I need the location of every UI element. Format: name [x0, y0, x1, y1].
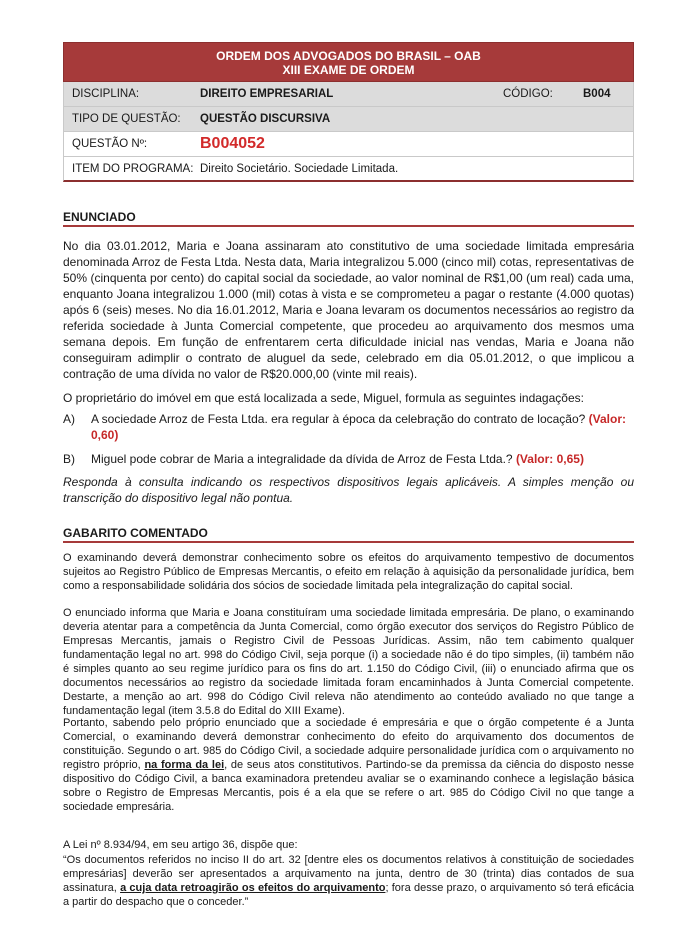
row-questao: [63, 132, 634, 157]
question-b-label: B): [63, 452, 75, 466]
tipo-value: QUESTÃO DISCURSIVA: [200, 113, 331, 125]
row-disciplina: [63, 82, 634, 107]
item-programa-value: Direito Societário. Sociedade Limitada.: [200, 162, 399, 175]
question-b: [63, 451, 634, 467]
header-subtitle: XIII EXAME DE ORDEM: [282, 63, 415, 77]
gabarito-p3-end: , de seus atos constitutivos. Partindo-se da premissa da ciência do disposto nesse dispositivo do Código Civil, a banca examinadora pretendeu avaliar se o examinando conhece a legislação básica sobre o Registro de Empresas Mercantis, pois é a ela que se refere o art. 985 do Código Civil no que tange a sociedade empresária.: [63, 759, 634, 813]
codigo-value: B004: [583, 88, 611, 100]
gabarito-p3-emphasis: na forma da lei: [144, 759, 225, 771]
header-title: ORDEM DOS ADVOGADOS DO BRASIL – OAB: [216, 49, 481, 63]
question-b-value: (Valor: 0,65): [515, 452, 584, 466]
gabarito-quote-emphasis: a cuja data retroagirão os efeitos do arquivamento: [120, 882, 386, 894]
questao-value: B004052: [200, 135, 265, 152]
gabarito-paragraph-1: O examinando deverá demonstrar conhecimento sobre os efeitos do arquivamento tempestivo de documentos sujeitos ao Registro Público de Empresas Mercantis, o efeito em relação à aquisição da personalidade jurídica, bem como a responsabilidade solidária dos sócios de sociedade limitada pela integralização do capital social.: [63, 552, 634, 592]
question-b-text: Miguel pode cobrar de Maria a integralidade da dívida de Arroz de Festa Ltda.?: [91, 452, 513, 466]
item-programa-label: ITEM DO PROGRAMA:: [72, 162, 194, 175]
gabarito-paragraph-2: O enunciado informa que Maria e Joana constituíram uma sociedade limitada empresária. De plano, o examinando deveria atentar para a competência da Junta Comercial, como órgão executor dos serviços do Registro Público de Empresas Mercantis, jamais o Registro Civil de Pessoas Jurídicas. Assim, não tem cabimento qualquer fundamentação legal no art. 998 do Código Civil, seja porque (i) a sociedade não é do tipo simples, (ii) também não é simples quanto ao seu regime jurídico para os fins do art. 1.150 do Código Civil, (iii) o enunciado afirma que os documentos necessários ao registro da sociedade limitada foram encaminhados à Junta Comercial competente. Destarte, a menção ao art. 998 do Código Civil releva não atendimento ao conteúdo avaliado no que tange a fundamentação legal (item 3.5.8 do Edital do XIII Exame).: [63, 607, 634, 717]
gabarito-title: GABARITO COMENTADO: [63, 526, 634, 543]
enunciado-paragraph-2: O proprietário do imóvel em que está localizada a sede, Miguel, formula as seguintes indagações:: [63, 391, 584, 405]
questao-label: QUESTÃO Nº:: [72, 138, 148, 150]
codigo-label: CÓDIGO:: [503, 88, 553, 100]
gabarito-paragraph-3: [63, 716, 634, 814]
tipo-label: TIPO DE QUESTÃO:: [72, 113, 181, 125]
row-tipo: [63, 107, 634, 132]
row-item-programa: [63, 157, 634, 182]
question-a-value: (Valor: 0,60): [91, 412, 627, 442]
question-a-label: A): [63, 412, 75, 426]
gabarito-paragraph-4: A Lei nº 8.934/94, em seu artigo 36, dispõe que:: [63, 839, 298, 851]
gabarito-quote-end: ; fora desse prazo, o arquivamento só terá eficácia a partir do despacho que o conceder.”: [63, 882, 634, 908]
answer-note: Responda à consulta indicando os respectivos dispositivos legais aplicáveis. A simples menção ou transcrição do dispositivo legal não pontua.: [63, 475, 634, 505]
gabarito-quote-start: “Os documentos referidos no inciso II do art. 32 [dentre eles os documentos relativos à constituição de sociedades empresárias] deverão ser apresentados a arquivamento na junta, dentro de 30 (trinta) dias contados de sua assinatura,: [63, 854, 634, 894]
question-a-text: A sociedade Arroz de Festa Ltda. era regular à época da celebração do contrato de locação?: [91, 412, 586, 426]
disciplina-label: DISCIPLINA:: [72, 88, 140, 100]
enunciado-paragraph-1: No dia 03.01.2012, Maria e Joana assinaram ato constitutivo de uma sociedade limitada empresária denominada Arroz de Festa Ltda. Nesta data, Maria integralizou 5.000 (cinco mil) cotas, representativas de 50% (cinquenta por cento) do capital social da sociedade, ao valor nominal de R$1,00 (um real) cada uma, enquanto Joana integralizou 1.000 (mil) cotas à vista e se comprometeu a pagar o restante (4.000 quotas) após 6 (seis) meses. No dia 16.01.2012, Maria e Joana levaram os documentos necessários ao registro da referida sociedade à Junta Comercial competente, que procedeu ao arquivamento dos mesmos uma semana depois. Em função de enfrentarem certa dificuldade inicial nas vendas, Maria e Joana não conseguiram adimplir o contrato de aluguel da sede, celebrado em dia 05.01.2012, o que implicou a contração de uma dívida no valor de R$20.000,00 (vinte mil reais).: [63, 239, 634, 381]
enunciado-title: ENUNCIADO: [63, 210, 634, 227]
disciplina-value: DIREITO EMPRESARIAL: [200, 88, 334, 100]
header-banner: [63, 42, 634, 82]
gabarito-p3-start: Portanto, sabendo pelo próprio enunciado que a sociedade é empresária e que o órgão competente é a Junta Comercial, o examinando deverá demonstrar conhecimento do efeito do arquivamento dos documentos de constituição. Segundo o art. 985 do Código Civil, a sociedade adquire personalidade jurídica com o arquivamento no registro próprio,: [63, 717, 634, 771]
question-a: [63, 411, 634, 443]
exam-header: [63, 42, 634, 182]
gabarito-quote: [63, 853, 634, 909]
